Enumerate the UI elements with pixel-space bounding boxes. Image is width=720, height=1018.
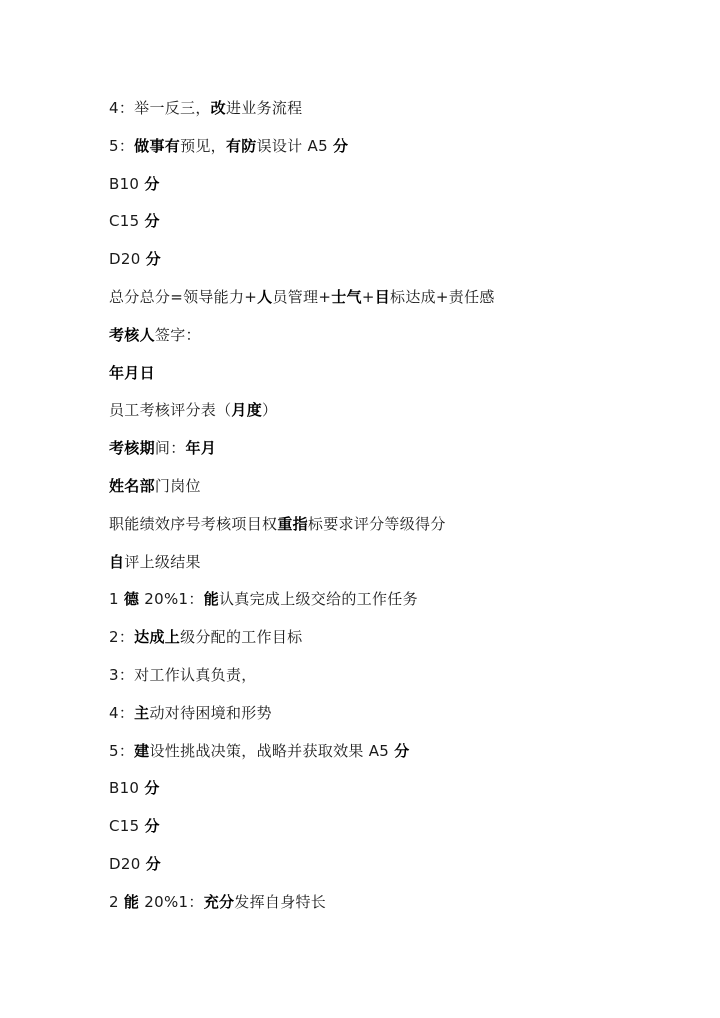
text-segment: 误设计 A5 [256, 137, 334, 155]
text-line [109, 890, 326, 914]
bold-text-segment: 分 [145, 250, 161, 268]
text-line [109, 96, 302, 120]
bold-text-segment: 年月 [185, 439, 217, 457]
text-segment: + [361, 288, 375, 306]
text-segment: 20%1： [139, 893, 204, 911]
text-segment: 评上级结果 [124, 553, 201, 571]
bold-text-segment: 分 [144, 779, 160, 797]
text-line [109, 323, 201, 347]
text-segment: B10 [109, 779, 145, 797]
text-segment: 签字： [154, 326, 201, 344]
text-line [109, 172, 160, 196]
text-line [109, 134, 348, 158]
text-segment: C15 [109, 212, 145, 230]
text-line [109, 776, 160, 800]
bold-text-segment: 考核期 [109, 439, 155, 457]
bold-text-segment: 做事有 [134, 137, 181, 155]
bold-text-segment: 分 [145, 855, 161, 873]
bold-text-segment: 达成上 [134, 628, 181, 646]
text-line [109, 814, 160, 838]
text-segment: 员管理+ [272, 288, 332, 306]
text-segment: D20 [109, 855, 146, 873]
text-segment: 2 [109, 893, 124, 911]
bold-text-segment: 自 [109, 553, 125, 571]
text-line [109, 361, 155, 385]
text-segment: 5： [109, 137, 135, 155]
text-segment: 进业务流程 [225, 99, 303, 117]
bold-text-segment: 能 [203, 590, 219, 608]
bold-text-segment: 姓名部 [109, 477, 155, 495]
text-line [109, 663, 257, 687]
bold-text-segment: 建 [134, 742, 150, 760]
text-segment: 4： [109, 704, 135, 722]
bold-text-segment: 分 [144, 212, 160, 230]
bold-text-segment: 目 [374, 288, 391, 306]
text-segment: 标要求评分等级得分 [307, 515, 446, 533]
bold-text-segment: 改 [210, 99, 226, 117]
bold-text-segment: 分 [144, 175, 160, 193]
bold-text-segment: 德 [123, 590, 140, 608]
text-segment: 2： [109, 628, 135, 646]
text-segment: B10 [109, 175, 145, 193]
bold-text-segment: 月度 [231, 401, 263, 419]
bold-text-segment: 分 [394, 742, 410, 760]
bold-text-segment: 有防 [225, 137, 257, 155]
bold-text-segment: 人 [257, 288, 273, 306]
text-segment: 发挥自身特长 [234, 893, 327, 911]
bold-text-segment: 分 [144, 817, 160, 835]
text-line [109, 209, 160, 233]
text-segment: 4：举一反三， [109, 99, 211, 117]
text-segment: C15 [109, 817, 145, 835]
text-segment: 员工考核评分表（ [109, 401, 232, 419]
text-segment: 总分总分=领导能力+ [109, 288, 258, 306]
text-line [109, 701, 272, 725]
text-segment: D20 [109, 250, 146, 268]
text-segment: 级分配的工作目标 [180, 628, 303, 646]
text-segment: ） [262, 401, 278, 419]
text-line [109, 398, 277, 422]
text-segment: 门岗位 [154, 477, 201, 495]
text-line [109, 550, 201, 574]
text-line [109, 587, 418, 611]
text-segment: 3：对工作认真负责， [109, 666, 257, 684]
text-segment: 认真完成上级交给的工作任务 [219, 590, 418, 608]
text-segment: 20%1： [139, 590, 204, 608]
bold-text-segment: 分 [333, 137, 349, 155]
text-segment: 间： [154, 439, 186, 457]
text-line [109, 512, 446, 536]
bold-text-segment: 士气 [331, 288, 362, 306]
text-line [109, 285, 495, 309]
bold-text-segment: 能 [123, 893, 140, 911]
text-line [109, 625, 302, 649]
text-line [109, 739, 410, 763]
text-segment: 标达成+责任感 [390, 288, 495, 306]
bold-text-segment: 年月日 [109, 364, 155, 382]
text-segment: 职能绩效序号考核项目权 [109, 515, 278, 533]
text-segment: 动对待困境和形势 [149, 704, 272, 722]
text-segment: 5： [109, 742, 135, 760]
bold-text-segment: 重指 [277, 515, 308, 533]
bold-text-segment: 主 [134, 704, 150, 722]
text-line [109, 436, 216, 460]
text-segment: 预见， [180, 137, 226, 155]
text-segment: 设性挑战决策，战略并获取效果 A5 [149, 742, 395, 760]
text-line [109, 852, 161, 876]
bold-text-segment: 充分 [203, 893, 235, 911]
text-line [109, 474, 201, 498]
bold-text-segment: 考核人 [109, 326, 155, 344]
text-segment: 1 [109, 590, 124, 608]
text-line [109, 247, 161, 271]
